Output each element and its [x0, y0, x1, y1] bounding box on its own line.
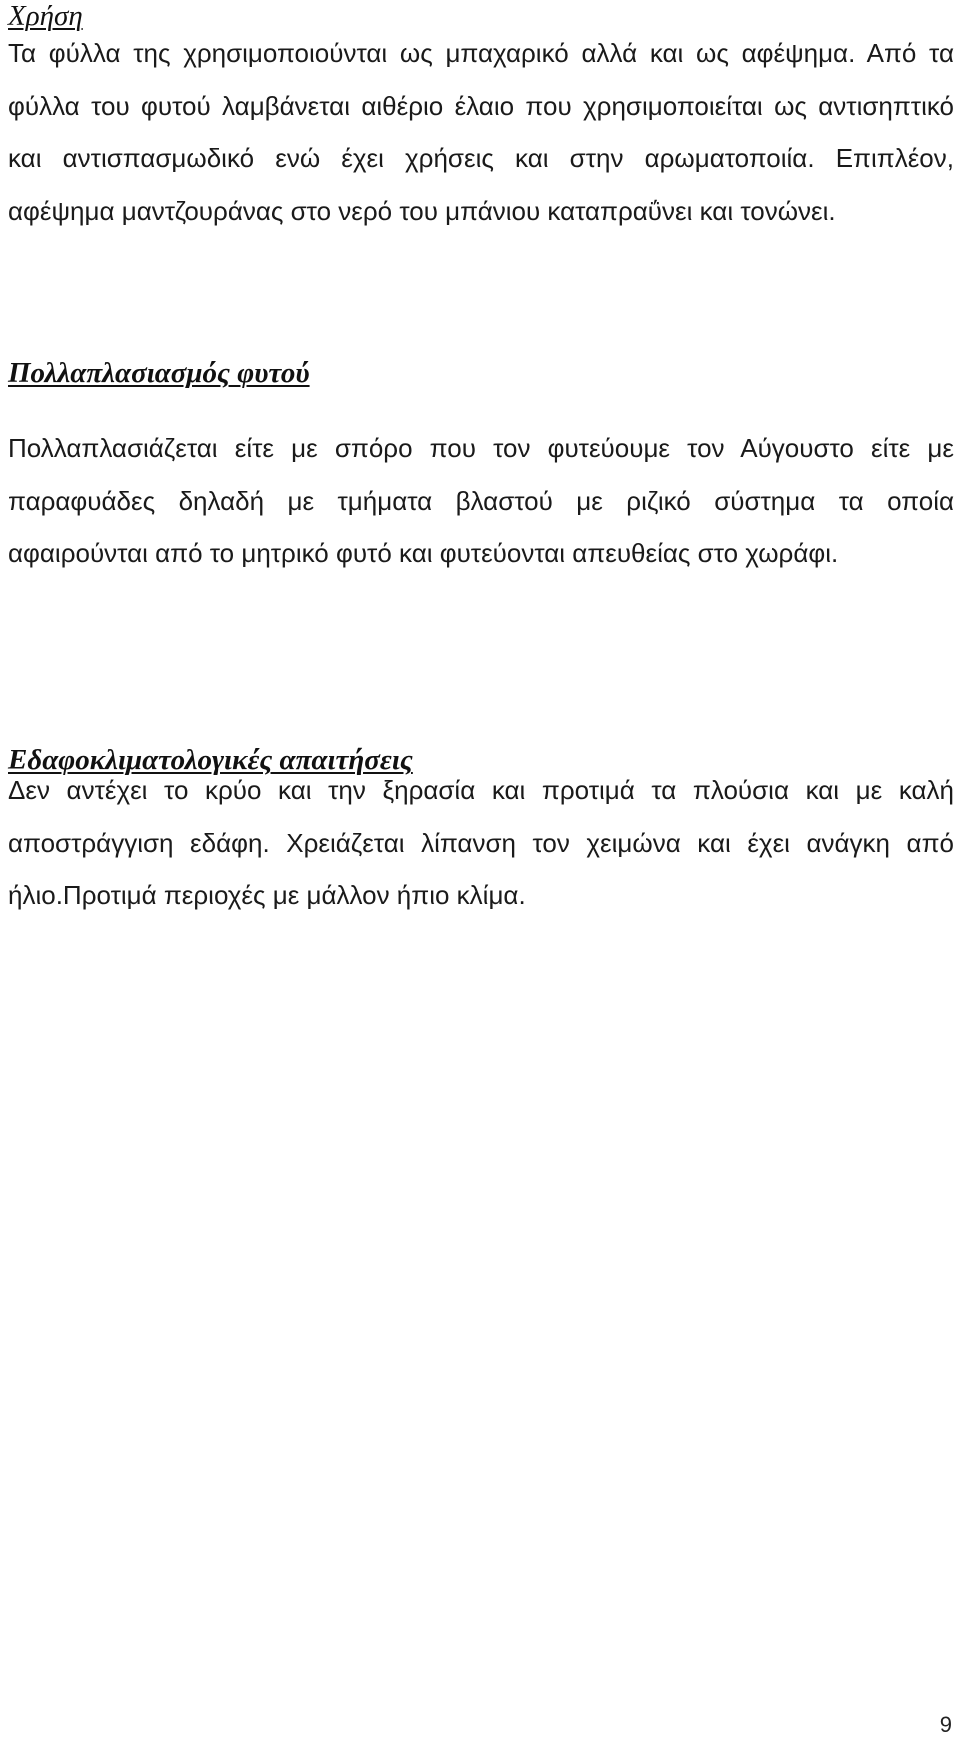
section-text-propagation: Πολλαπλασιάζεται είτε με σπόρο που τον φυτεύουμε τον Αύγουστο είτε με παραφυάδες δηλαδή με τμήματα βλαστού με ριζικό σύστημα τα οποία αφαιρούνται από το μητρικό φυτό και φυτεύονται απευθείας στο χωράφι. [8, 433, 954, 568]
section-title-propagation: Πολλαπλασιασμός φυτού [8, 357, 310, 389]
section-title-environment: Εδαφοκλιματολογικές απαιτήσεις [8, 744, 413, 776]
page-number: 9 [939, 1712, 952, 1737]
section-text-environment: Δεν αντέχει το κρύο και την ξηρασία και προτιμά τα πλούσια και με καλή αποστράγγιση εδάφη. Χρειάζεται λίπανση τον χειμώνα και έχει ανάγκη από ήλιο.Προτιμά περιοχές με μάλλον ήπιο κλίμα. [8, 775, 954, 910]
section-text-usage: Τα φύλλα της χρησιμοποιούνται ως μπαχαρικό αλλά και ως αφέψημα. Από τα φύλλα του φυτού λαμβάνεται αιθέριο έλαιο που χρησιμοποιείται ως αντισηπτικό και αντισπασμωδικό ενώ έχει χρήσεις και στην αρωματοποιία. Επιπλέον, αφέψημα μαντζουράνας στο νερό του μπάνιου καταπραΰνει και τονώνει. [8, 38, 954, 226]
section-title-usage: Χρήση [8, 0, 83, 32]
